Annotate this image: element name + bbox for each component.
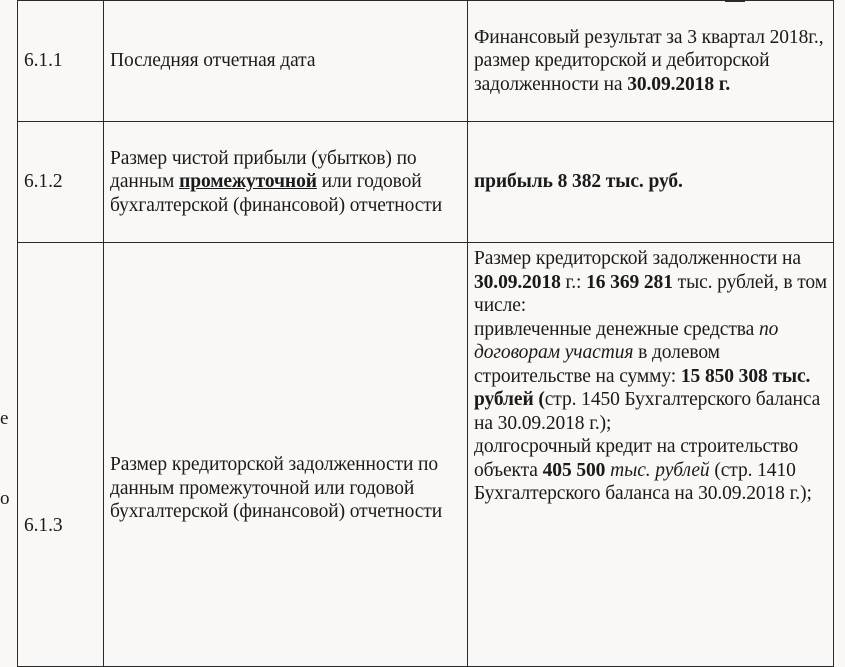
value-date: 30.09.2018 <box>474 271 561 293</box>
row-number: 6.1.3 <box>18 243 104 667</box>
value-text: тыс. рублей, в том числе: <box>474 271 827 316</box>
left-edge-fragment: о <box>0 488 10 509</box>
value-text: привлеченные денежные средства <box>474 318 759 340</box>
table-row <box>18 122 834 243</box>
row-label: Размер кредиторской задолженности по данным промежуточной или годовой бухгалтерской (финансовой) отчетности <box>104 243 468 667</box>
value-text: (стр. 1410 Бухгалтерского баланса на 30.09.2018 г.); <box>474 459 812 504</box>
value-text: долгосрочный кредит на строительство объекта <box>474 436 799 481</box>
value-text: Финансовый результат за 3 квартал 2018г., размер кредиторской и дебиторской задолженности на <box>474 26 824 95</box>
value-italic: по договорам участия <box>474 318 779 363</box>
value-text: в долевом строительстве на сумму: <box>474 342 720 387</box>
value-amount: 405 500 <box>542 459 606 481</box>
value-text: стр. 1450 Бухгалтерского баланса на 30.09.2018 г.); <box>474 389 821 434</box>
row-number: 6.1.2 <box>18 122 104 243</box>
value-date: 30.09.2018 г. <box>627 73 731 95</box>
row-number: 6.1.1 <box>18 1 104 122</box>
row-label: Последняя отчетная дата <box>104 1 468 122</box>
table-row <box>18 243 834 667</box>
report-table <box>17 0 834 667</box>
left-edge-fragment: е <box>0 408 9 429</box>
row-value <box>468 1 834 122</box>
label-text: или годовой бухгалтерской (финансовой) отчетности <box>110 171 443 216</box>
value-amount: 15 850 308 тыс. рублей ( <box>474 365 811 410</box>
label-text: Размер чистой прибыли (убытков) по данным <box>110 147 417 193</box>
row-value <box>468 243 834 667</box>
label-emphasis: промежуточной <box>179 171 317 193</box>
row-value: прибыль 8 382 тыс. руб. <box>468 122 834 243</box>
value-text: г.: <box>560 271 587 293</box>
value-italic: тыс. рублей <box>610 459 710 481</box>
row-label <box>104 122 468 243</box>
table-row <box>18 1 834 122</box>
value-text: Размер кредиторской задолженности на <box>474 248 801 269</box>
value-amount: 16 369 281 <box>586 271 673 293</box>
